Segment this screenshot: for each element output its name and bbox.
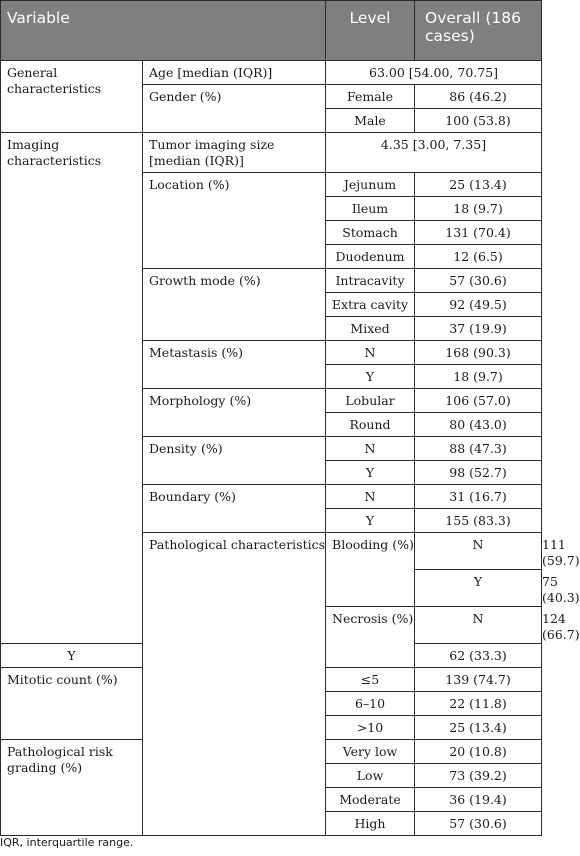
value-cell: 62 (33.3)	[415, 644, 542, 668]
level-cell: >10	[326, 716, 415, 740]
header-overall: Overall (186 cases)	[415, 1, 542, 61]
level-cell: Mixed	[326, 317, 415, 341]
value-cell: 98 (52.7)	[415, 461, 542, 485]
level-cell: Y	[415, 570, 542, 607]
value-cell: 100 (53.8)	[415, 109, 542, 133]
value-cell: 31 (16.7)	[415, 485, 542, 509]
value-cell: 63.00 [54.00, 70.75]	[326, 61, 542, 85]
level-cell: Extra cavity	[326, 293, 415, 317]
variable-label: Blooding (%)	[326, 533, 415, 607]
level-cell: Intracavity	[326, 269, 415, 293]
level-cell: Jejunum	[326, 173, 415, 197]
level-cell: N	[326, 341, 415, 365]
variable-label: Growth mode (%)	[143, 269, 326, 341]
level-cell: Female	[326, 85, 415, 109]
value-cell: 73 (39.2)	[415, 764, 542, 788]
level-cell: Low	[326, 764, 415, 788]
value-cell: 37 (19.9)	[415, 317, 542, 341]
group-imaging: Imaging characteristics	[1, 133, 143, 644]
value-cell: 57 (30.6)	[415, 269, 542, 293]
level-cell: N	[415, 607, 542, 644]
level-cell: N	[326, 437, 415, 461]
value-cell: 20 (10.8)	[415, 740, 542, 764]
level-cell: ≤5	[326, 668, 415, 692]
table-row: Y 75 (40.3)	[1, 570, 542, 607]
level-cell: High	[326, 812, 415, 836]
value-cell: 4.35 [3.00, 7.35]	[326, 133, 542, 173]
level-cell: Duodenum	[326, 245, 415, 269]
value-cell: 155 (83.3)	[415, 509, 542, 533]
level-cell: Male	[326, 109, 415, 133]
variable-label: Pathological risk grading (%)	[1, 740, 143, 836]
value-cell: 92 (49.5)	[415, 293, 542, 317]
level-cell: Y	[326, 509, 415, 533]
variable-label: Necrosis (%)	[326, 607, 415, 668]
table-row: Pathological characteristics Blooding (%) N 111 (59.7)	[1, 533, 542, 570]
level-cell: Lobular	[326, 389, 415, 413]
table-row	[1, 133, 542, 173]
value-cell: 86 (46.2)	[415, 85, 542, 109]
value-cell: 131 (70.4)	[415, 221, 542, 245]
variable-label: Metastasis (%)	[143, 341, 326, 389]
value-cell: 168 (90.3)	[415, 341, 542, 365]
variable-label: Tumor imaging size [median (IQR)]	[143, 133, 326, 173]
variable-label: Density (%)	[143, 437, 326, 485]
value-cell: 57 (30.6)	[415, 812, 542, 836]
value-cell: 18 (9.7)	[415, 197, 542, 221]
level-cell: Moderate	[326, 788, 415, 812]
level-cell: Round	[326, 413, 415, 437]
value-cell: 88 (47.3)	[415, 437, 542, 461]
level-cell: Stomach	[326, 221, 415, 245]
group-pathological: Pathological characteristics	[143, 533, 326, 836]
variable-label: Gender (%)	[143, 85, 326, 133]
value-cell: 25 (13.4)	[415, 716, 542, 740]
level-cell: N	[326, 485, 415, 509]
variable-label: Boundary (%)	[143, 485, 326, 533]
value-cell: 80 (43.0)	[415, 413, 542, 437]
value-cell: 12 (6.5)	[415, 245, 542, 269]
variable-label: Mitotic count (%)	[1, 668, 143, 740]
value-cell: 36 (19.4)	[415, 788, 542, 812]
table-footnote: IQR, interquartile range.	[0, 836, 134, 849]
table-row: Necrosis (%) N 124 (66.7)	[1, 607, 542, 644]
value-cell: 139 (74.7)	[415, 668, 542, 692]
level-cell: Ileum	[326, 197, 415, 221]
table-row	[1, 61, 542, 85]
value-cell: 106 (57.0)	[415, 389, 542, 413]
level-cell: N	[415, 533, 542, 570]
level-cell: 6–10	[326, 692, 415, 716]
value-cell: 25 (13.4)	[415, 173, 542, 197]
variable-label: Morphology (%)	[143, 389, 326, 437]
header-level: Level	[326, 1, 415, 61]
group-general: General characteristics	[1, 61, 143, 133]
table-header-row	[1, 1, 542, 61]
level-cell: Y	[1, 644, 143, 668]
header-variable: Variable	[1, 1, 326, 61]
level-cell: Very low	[326, 740, 415, 764]
level-cell: Y	[326, 365, 415, 389]
level-cell: Y	[326, 461, 415, 485]
value-cell: 18 (9.7)	[415, 365, 542, 389]
variable-label: Age [median (IQR)]	[143, 61, 326, 85]
value-cell: 22 (11.8)	[415, 692, 542, 716]
variable-label: Location (%)	[143, 173, 326, 269]
